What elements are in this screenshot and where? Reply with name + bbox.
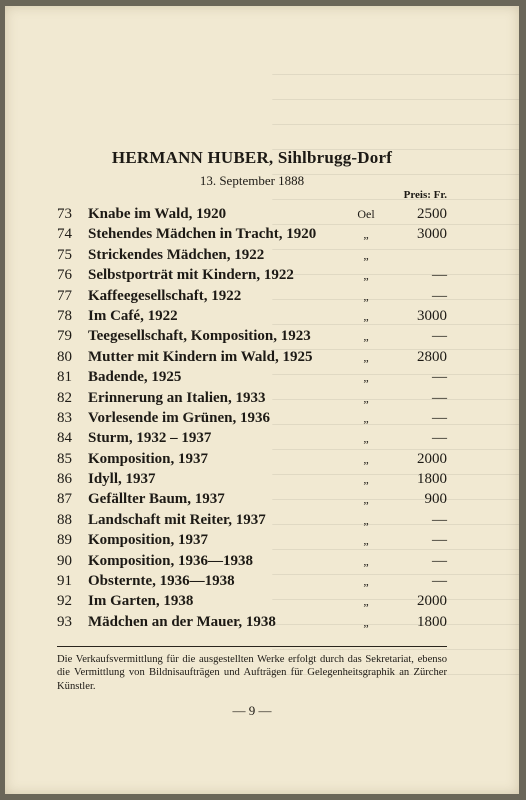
work-number: 84 <box>57 430 72 447</box>
work-medium: „ <box>363 308 369 323</box>
work-price: — <box>432 573 447 590</box>
work-medium: „ <box>363 288 369 303</box>
work-title: Sturm, 1932 – 1937 <box>88 430 212 447</box>
work-number: 93 <box>57 613 72 630</box>
work-number: 92 <box>57 593 72 610</box>
work-row <box>57 551 447 571</box>
work-title: Idyll, 1937 <box>88 471 156 488</box>
work-row <box>57 367 447 387</box>
work-medium: „ <box>363 594 369 609</box>
work-row <box>57 571 447 591</box>
work-price: — <box>432 287 447 304</box>
work-title: Kaffeegesellschaft, 1922 <box>88 287 242 304</box>
work-title: Obsternte, 1936—1938 <box>88 573 235 590</box>
work-number: 79 <box>57 328 72 345</box>
work-title: Knabe im Wald, 1920 <box>88 206 227 222</box>
works-list <box>57 204 447 632</box>
work-row <box>57 449 447 469</box>
work-row <box>57 428 447 448</box>
work-medium: „ <box>363 512 369 527</box>
artist-heading: HERMANN HUBER, Sihlbrugg-Dorf <box>111 148 393 167</box>
work-row <box>57 469 447 489</box>
work-title: Komposition, 1937 <box>88 450 209 467</box>
work-price: — <box>432 389 447 406</box>
work-title: Gefällter Baum, 1937 <box>88 491 225 508</box>
work-medium: „ <box>363 451 369 466</box>
work-medium: „ <box>363 410 369 425</box>
work-price: 1800 <box>417 613 447 630</box>
work-row <box>57 388 447 408</box>
sales-note: Die Verkaufsvermittlung für die ausgestellten Werke erfolgt durch das Sekretariat, ebenso die Vermittlung von Bildnisaufträgen und Aufträgen für Gelegenheitsgraphik an Zürcher Künstler. <box>57 654 447 692</box>
work-number: 77 <box>57 287 72 304</box>
work-number: 81 <box>57 369 72 386</box>
work-number: 87 <box>57 491 72 508</box>
work-title: Teegesellschaft, Komposition, 1923 <box>88 328 311 345</box>
work-price: — <box>432 511 447 528</box>
work-title: Strickendes Mädchen, 1922 <box>88 246 265 263</box>
work-title: Mutter mit Kindern im Wald, 1925 <box>88 348 313 365</box>
work-row <box>57 347 447 367</box>
work-price: 2500 <box>417 206 447 222</box>
work-number: 74 <box>57 226 72 243</box>
work-title: Mädchen an der Mauer, 1938 <box>88 613 276 630</box>
price-column-header: Preis: Fr. <box>403 189 447 201</box>
work-medium: „ <box>363 329 369 344</box>
work-price: — <box>432 369 447 386</box>
work-number: 80 <box>57 348 72 365</box>
work-price: — <box>432 328 447 345</box>
work-row <box>57 326 447 346</box>
artist-birth-date: 13. September 1888 <box>199 173 305 188</box>
work-number: 85 <box>57 450 72 467</box>
work-number: 75 <box>57 246 72 263</box>
footer-rule <box>57 646 447 647</box>
work-number: 82 <box>57 389 72 406</box>
work-medium: „ <box>363 349 369 364</box>
work-medium: „ <box>363 574 369 589</box>
work-row <box>57 489 447 509</box>
work-number: 86 <box>57 471 72 488</box>
work-medium: „ <box>363 553 369 568</box>
work-price: 2000 <box>417 593 447 610</box>
work-medium: Oel <box>357 207 375 221</box>
work-row <box>57 204 447 224</box>
work-medium: „ <box>363 227 369 242</box>
work-row <box>57 265 447 285</box>
work-row <box>57 306 447 326</box>
work-title: Landschaft mit Reiter, 1937 <box>88 511 266 528</box>
work-title: Badende, 1925 <box>88 369 182 386</box>
work-title: Im Garten, 1938 <box>88 593 194 610</box>
work-price: — <box>432 552 447 569</box>
work-price: — <box>432 267 447 284</box>
work-medium: „ <box>363 614 369 629</box>
page-number: — 9 — <box>232 703 272 718</box>
work-row <box>57 286 447 306</box>
work-number: 78 <box>57 307 72 324</box>
work-number: 90 <box>57 552 72 569</box>
catalog-page <box>5 6 519 794</box>
work-price: — <box>432 430 447 447</box>
work-price: 1800 <box>417 471 447 488</box>
work-title: Komposition, 1936—1938 <box>88 552 254 569</box>
work-title: Erinnerung an Italien, 1933 <box>88 389 266 406</box>
work-row <box>57 591 447 611</box>
work-price: 2800 <box>417 348 447 365</box>
work-medium: „ <box>363 431 369 446</box>
work-row <box>57 408 447 428</box>
work-price: 2000 <box>417 450 447 467</box>
work-price: 3000 <box>417 226 447 243</box>
work-row <box>57 612 447 632</box>
work-title: Vorlesende im Grünen, 1936 <box>88 409 270 426</box>
work-number: 91 <box>57 573 72 590</box>
work-number: 83 <box>57 409 72 426</box>
work-title: Stehendes Mädchen in Tracht, 1920 <box>88 226 317 243</box>
work-title: Komposition, 1937 <box>88 532 209 549</box>
work-medium: „ <box>363 472 369 487</box>
work-price: — <box>432 409 447 426</box>
work-price: — <box>432 532 447 549</box>
work-number: 76 <box>57 267 72 284</box>
work-row <box>57 530 447 550</box>
work-price: 900 <box>424 491 447 508</box>
work-title: Im Café, 1922 <box>88 307 178 324</box>
work-number: 88 <box>57 511 72 528</box>
work-medium: „ <box>363 492 369 507</box>
work-number: 89 <box>57 532 72 549</box>
work-row <box>57 224 447 244</box>
work-medium: „ <box>363 370 369 385</box>
work-row <box>57 510 447 530</box>
work-medium: „ <box>363 247 369 262</box>
work-title: Selbstporträt mit Kindern, 1922 <box>88 267 294 284</box>
work-row <box>57 245 447 265</box>
work-medium: „ <box>363 533 369 548</box>
work-medium: „ <box>363 390 369 405</box>
work-medium: „ <box>363 268 369 283</box>
work-number: 73 <box>57 206 72 222</box>
work-price: 3000 <box>417 307 447 324</box>
